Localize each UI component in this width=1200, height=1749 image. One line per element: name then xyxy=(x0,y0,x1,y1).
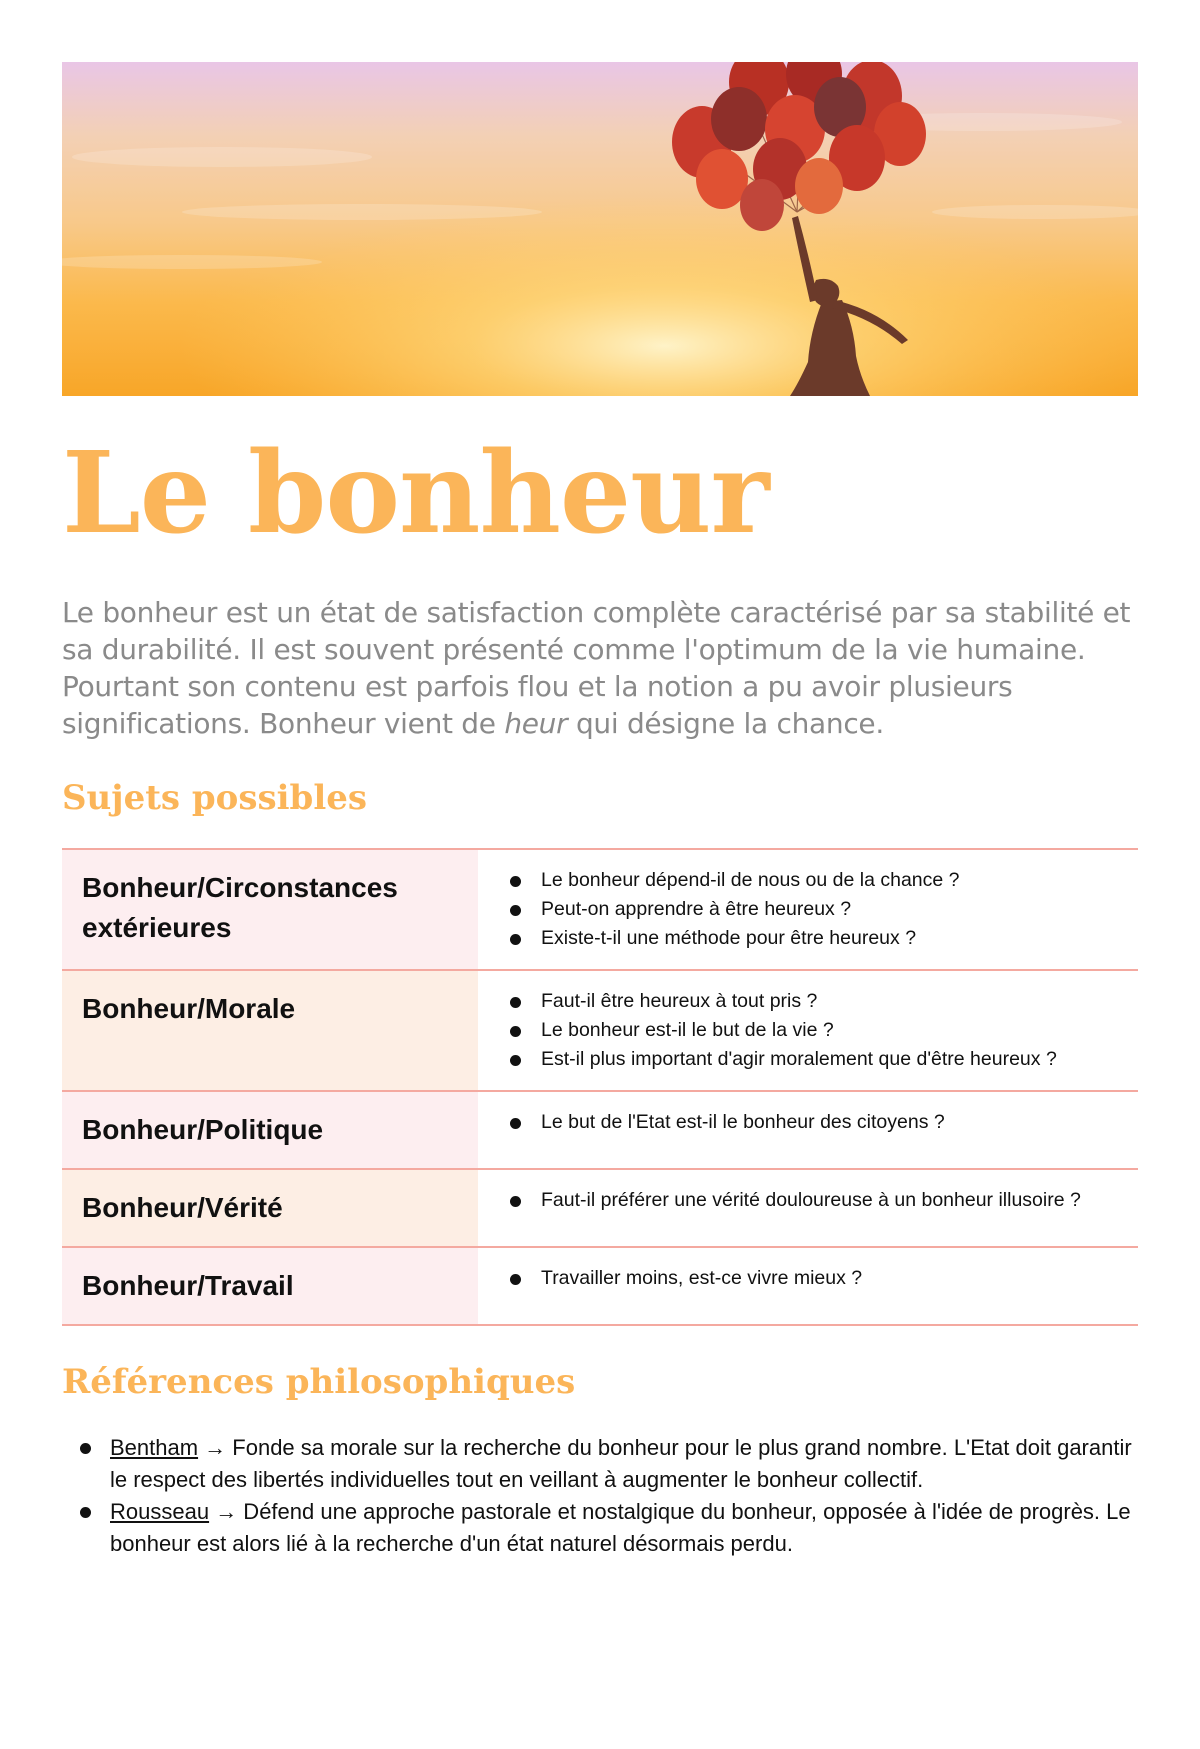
page-title: Le bonheur xyxy=(62,428,769,559)
reference-author: Rousseau xyxy=(110,1499,210,1524)
topics-table xyxy=(62,848,1138,1326)
question-item: Faut-il être heureux à tout pris ? xyxy=(510,987,1128,1016)
question-item: Faut-il préférer une vérité douloureuse à un bonheur illusoire ? xyxy=(510,1186,1128,1215)
question-item: Le but de l'Etat est-il le bonheur des citoyens ? xyxy=(510,1108,1128,1137)
reference-text: → Défend une approche pastorale et nostalgique du bonheur, opposée à l'idée de progrès. Le bonheur est alors lié à la recherche d'un état naturel désormais perdu. xyxy=(110,1499,1131,1556)
topic-questions xyxy=(478,849,1138,970)
question-item: Existe-t-il une méthode pour être heureux ? xyxy=(510,924,1128,953)
table-row xyxy=(62,1091,1138,1169)
topic-questions xyxy=(478,1169,1138,1247)
question-item: Le bonheur est-il le but de la vie ? xyxy=(510,1016,1128,1045)
hero-image xyxy=(62,62,1138,396)
reference-item xyxy=(62,1432,1138,1496)
question-item: Peut-on apprendre à être heureux ? xyxy=(510,895,1128,924)
balloon-girl-sunset-photo-icon xyxy=(62,62,1138,396)
table-row xyxy=(62,849,1138,970)
topic-category: Bonheur/Morale xyxy=(62,970,478,1091)
table-row xyxy=(62,1247,1138,1325)
topic-category: Bonheur/Politique xyxy=(62,1091,478,1169)
topic-category: Bonheur/Vérité xyxy=(62,1169,478,1247)
question-item: Est-il plus important d'agir moralement que d'être heureux ? xyxy=(510,1045,1128,1074)
reference-item xyxy=(62,1496,1138,1560)
reference-author: Bentham xyxy=(110,1435,199,1460)
intro-text: Le bonheur est un état de satisfaction complète caractérisé par sa stabilité et sa durabilité. Il est souvent présenté comme l'optimum de la vie humaine. Pourtant son contenu est parfois flou et la notion a pu avoir plusieurs significations. Bonheur vient de xyxy=(62,596,1131,740)
topic-questions xyxy=(478,1247,1138,1325)
references-heading: Références philosophiques xyxy=(62,1362,576,1402)
intro-text-end: qui désigne la chance. xyxy=(567,707,884,740)
question-item: Le bonheur dépend-il de nous ou de la chance ? xyxy=(510,866,1128,895)
table-row xyxy=(62,1169,1138,1247)
sujets-heading: Sujets possibles xyxy=(62,778,368,818)
topic-questions xyxy=(478,970,1138,1091)
table-row xyxy=(62,970,1138,1091)
document-page xyxy=(62,62,1138,1560)
intro-emphasis: heur xyxy=(504,707,568,740)
topic-category: Bonheur/Travail xyxy=(62,1247,478,1325)
references-list xyxy=(62,1432,1138,1560)
question-item: Travailler moins, est-ce vivre mieux ? xyxy=(510,1264,1128,1293)
topic-questions xyxy=(478,1091,1138,1169)
intro-paragraph xyxy=(62,594,1138,742)
topic-category: Bonheur/Circonstances extérieures xyxy=(62,849,478,970)
reference-text: → Fonde sa morale sur la recherche du bonheur pour le plus grand nombre. L'Etat doit garantir le respect des libertés individuelles tout en veillant à augmenter le bonheur collectif. xyxy=(110,1435,1132,1492)
